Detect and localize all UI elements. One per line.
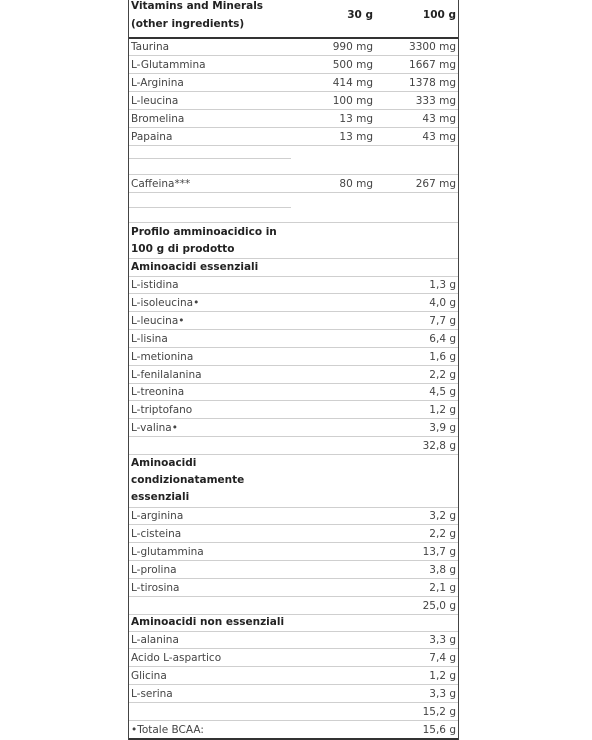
row-divider (129, 109, 458, 110)
value-per-100g: 6,4 g (429, 333, 456, 345)
value-per-100g: 2,1 g (429, 582, 456, 594)
ingredient-name: L-fenilalanina (131, 369, 202, 381)
value-per-100g: 1,3 g (429, 279, 456, 291)
value-per-100g: 43 mg (422, 113, 456, 125)
row-divider (129, 347, 458, 348)
value-per-100g: 3,2 g (429, 510, 456, 522)
subtotal-value: 25,0 g (422, 600, 456, 612)
ingredient-name: Glicina (131, 670, 167, 682)
ingredient-name: Bromelina (131, 113, 185, 125)
row-divider (129, 418, 458, 419)
value-per-30g: 500 mg (332, 59, 373, 71)
row-divider (129, 720, 458, 721)
ingredient-name: L-prolina (131, 564, 177, 576)
row-divider (129, 560, 458, 561)
ingredient-name: Taurina (131, 41, 170, 53)
value-per-100g: 3,3 g (429, 688, 456, 700)
nonessential-title: Aminoacidi non essenziali (131, 616, 285, 628)
header-col-100: 100 g (422, 9, 456, 21)
value-per-100g: 1,2 g (429, 670, 456, 682)
essential-title: Aminoacidi essenziali (131, 261, 259, 273)
bcaa-value: 15,6 g (422, 724, 456, 736)
value-per-100g: 7,7 g (429, 315, 456, 327)
header-col-30: 30 g (347, 9, 373, 21)
ingredient-name: L-treonina (131, 386, 185, 398)
ingredient-name: L-cisteina (131, 528, 182, 540)
value-per-30g: 13 mg (339, 131, 373, 143)
ingredient-name: L-metionina (131, 351, 194, 363)
table-right-border (458, 0, 459, 740)
ingredient-name: L-isoleucina• (131, 297, 200, 309)
ingredient-name: L-arginina (131, 510, 184, 522)
value-per-30g: 414 mg (332, 77, 373, 89)
ingredient-name: L-lisina (131, 333, 168, 345)
conditional-title-line2: condizionatamente (131, 474, 245, 486)
subtotal-value: 15,2 g (422, 706, 456, 718)
row-divider (129, 542, 458, 543)
row-divider (129, 684, 458, 685)
caffeine-value-30g: 80 mg (339, 178, 373, 190)
value-per-100g: 333 mg (415, 95, 456, 107)
bcaa-label: •Totale BCAA: (131, 724, 204, 736)
caffeine-name: Caffeina*** (131, 178, 191, 190)
value-per-30g: 13 mg (339, 113, 373, 125)
value-per-100g: 1378 mg (409, 77, 456, 89)
profile-title-line1: Profilo amminoacidico in (131, 226, 277, 238)
ingredient-name: L-valina• (131, 422, 178, 434)
value-per-100g: 4,5 g (429, 386, 456, 398)
row-divider (129, 91, 458, 92)
row-divider (129, 222, 458, 223)
value-per-100g: 7,4 g (429, 652, 456, 664)
header-title-line1: Vitamins and Minerals (131, 0, 264, 12)
row-divider (129, 127, 458, 128)
value-per-100g: 1,2 g (429, 404, 456, 416)
row-divider (129, 293, 458, 294)
blank-separator (129, 207, 291, 208)
table-left-border (128, 0, 129, 740)
row-divider (129, 702, 458, 703)
row-divider (129, 365, 458, 366)
ingredient-name: L-triptofano (131, 404, 193, 416)
ingredient-name: L-leucina• (131, 315, 185, 327)
conditional-title-line3: essenziali (131, 491, 190, 503)
header-title-line2: (other ingredients) (131, 18, 245, 30)
row-divider (129, 666, 458, 667)
row-divider (129, 436, 458, 437)
blank-separator (129, 158, 291, 159)
ingredient-name: L-istidina (131, 279, 179, 291)
value-per-100g: 1667 mg (409, 59, 456, 71)
ingredient-name: L-glutammina (131, 546, 204, 558)
value-per-30g: 100 mg (332, 95, 373, 107)
ingredient-name: L-tirosina (131, 582, 180, 594)
subtotal-value: 32,8 g (422, 440, 456, 452)
ingredient-name: Papaina (131, 131, 173, 143)
value-per-100g: 1,6 g (429, 351, 456, 363)
ingredient-name: Acido L-aspartico (131, 652, 222, 664)
value-per-30g: 990 mg (332, 41, 373, 53)
value-per-100g: 3,9 g (429, 422, 456, 434)
caffeine-value-100g: 267 mg (415, 178, 456, 190)
row-divider (129, 524, 458, 525)
row-divider (129, 578, 458, 579)
row-divider (129, 174, 458, 175)
row-divider (129, 400, 458, 401)
row-divider (129, 55, 458, 56)
row-divider (129, 73, 458, 74)
value-per-100g: 3300 mg (409, 41, 456, 53)
profile-title-line2: 100 g di prodotto (131, 243, 235, 255)
value-per-100g: 2,2 g (429, 528, 456, 540)
value-per-100g: 13,7 g (422, 546, 456, 558)
value-per-100g: 4,0 g (429, 297, 456, 309)
ingredient-name: L-alanina (131, 634, 179, 646)
ingredient-name: L-serina (131, 688, 173, 700)
row-divider (129, 596, 458, 597)
value-per-100g: 2,2 g (429, 369, 456, 381)
value-per-100g: 43 mg (422, 131, 456, 143)
ingredient-name: L-Glutammina (131, 59, 206, 71)
row-divider (129, 329, 458, 330)
row-divider (129, 192, 458, 193)
conditional-title-line1: Aminoacidi (131, 457, 197, 469)
row-divider (129, 648, 458, 649)
ingredient-name: L-Arginina (131, 77, 184, 89)
value-per-100g: 3,8 g (429, 564, 456, 576)
row-divider (129, 145, 458, 146)
value-per-100g: 3,3 g (429, 634, 456, 646)
row-divider (129, 311, 458, 312)
ingredient-name: L-leucina (131, 95, 179, 107)
